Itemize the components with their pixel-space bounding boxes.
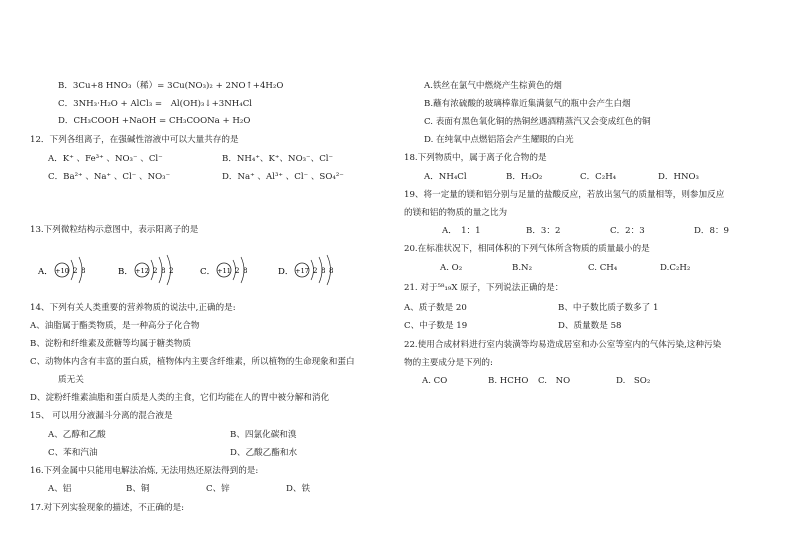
q14-option-a: A、油脂属于酯类物质，是一种高分子化合物	[30, 321, 200, 331]
q22-option-a: A. CO	[422, 376, 448, 386]
q13-stem: 13.下列微粒结构示意图中，表示阳离子的是	[30, 225, 199, 235]
q16-option-b: B、铜	[126, 484, 150, 494]
q18-option-d: D．HNO₃	[658, 172, 699, 182]
q18-option-c: C．C₂H₄	[580, 172, 617, 182]
q15-option-d: D、乙酸乙酯和水	[230, 448, 298, 458]
q14-option-b: B、淀粉和纤维素及蔗糖等均属于糖类物质	[30, 339, 192, 349]
q16-stem: 16.下列金属中只能用电解法冶炼, 无法用热还原法得到的是:	[30, 466, 259, 476]
q17-option-c: C. 表面有黑色氧化铜的热铜丝遇酒精蒸汽又会变成红色的铜	[424, 117, 651, 127]
q15-option-a: A、乙醇和乙酸	[48, 430, 106, 440]
q22-option-d: D. SO₂	[616, 376, 651, 386]
q20-option-c: C. CH₄	[588, 263, 618, 273]
q19-option-c: C．2：3	[610, 226, 645, 236]
svg-text:2: 2	[313, 267, 318, 275]
q14-option-d: D、淀粉纤维素油脂和蛋白质是人类的主食，它们均能在人的胃中被分解和消化	[30, 393, 330, 403]
atom-b-label: B．	[118, 267, 133, 277]
q22-option-c: C. NO	[538, 376, 571, 386]
q16-option-c: C、锌	[206, 484, 230, 494]
q20-option-b: B.N₂	[512, 263, 533, 273]
q20-option-a: A. O₂	[440, 263, 463, 273]
q22-stem-line1: 22.使用合成材料进行室内装潢等均易造成居室和办公室等室内的气体污染,这种污染	[404, 340, 722, 350]
q11-option-b: B．3Cu+8 HNO₃（稀）= 3Cu(NO₃)₂ + 2NO↑+4H₂O	[58, 81, 284, 91]
atom-b-nucleus-charge: +12	[135, 267, 149, 275]
svg-text:8: 8	[321, 267, 326, 275]
q21-option-a: A、质子数是 20	[404, 303, 467, 313]
q18-option-a: A．NH₄Cl	[424, 172, 467, 182]
svg-text:2: 2	[235, 267, 240, 275]
q14-stem: 14、下列有关人类重要的营养物质的说法中,正确的是:	[30, 303, 236, 313]
atom-c	[200, 256, 272, 293]
q22-stem-line2: 物的主要成分是下列的:	[404, 358, 493, 368]
atom-b	[118, 256, 198, 293]
q21-stem: 21. 对于⁵⁸₁₉X 原子，下列说法正确的是：	[404, 283, 564, 293]
q14-option-c-line1: C、动物体内含有丰富的蛋白质，植物体内主要含纤维素，所以植物的生命现象和蛋白	[30, 357, 355, 367]
svg-text:8: 8	[161, 267, 166, 275]
atom-d	[278, 256, 362, 293]
atom-a-shell-1-count: 2	[73, 267, 78, 275]
q19-option-b: B．3：2	[526, 226, 561, 236]
q22-option-b: B. HCHO	[488, 376, 529, 386]
q21-option-c: C、中子数是 19	[404, 321, 468, 331]
q12-option-b: B．NH₄⁺、K⁺、NO₃⁻、Cl⁻	[222, 154, 334, 164]
atom-a-shell-2-count: 8	[81, 267, 86, 275]
svg-text:8: 8	[243, 267, 248, 275]
q15-option-b: B、四氯化碳和溴	[230, 430, 297, 440]
q12-option-a: A．K⁺ 、Fe³⁺ 、NO₃⁻ 、Cl⁻	[48, 154, 163, 164]
q21-option-b: B、中子数比质子数多了 1	[558, 303, 659, 313]
atom-a-label: A．	[38, 267, 53, 277]
atom-c-label: C．	[200, 267, 216, 277]
q18-stem: 18.下列物质中，属于离子化合物的是	[404, 153, 547, 163]
svg-text:2: 2	[169, 267, 174, 275]
atom-c-nucleus-charge: +11	[217, 267, 231, 275]
q21-option-d: D、质量数是 58	[558, 321, 622, 331]
q14-option-c-line2: 质无关	[58, 375, 84, 385]
q12-stem: 12．下列各组离子，在强碱性溶液中可以大量共存的是	[30, 135, 239, 145]
q16-option-d: D、铁	[286, 484, 311, 494]
svg-text:8: 8	[329, 267, 334, 275]
q12-option-c: C．Ba²⁺ 、Na⁺ 、Cl⁻ 、NO₃⁻	[48, 172, 171, 182]
q16-option-a: A、铝	[48, 484, 72, 494]
q15-option-c: C、苯和汽油	[48, 448, 98, 458]
q19-stem-line1: 19、将一定量的镁和铝分别与足量的盐酸反应，若放出氢气的质量相等，则参加反应	[404, 190, 725, 200]
q17-option-a: A.铁丝在氯气中燃烧产生棕黄色的烟	[424, 81, 562, 91]
atom-a-nucleus-charge: +10	[55, 267, 69, 275]
q11-option-c: C．3NH₃·H₂O + AlCl₃ = Al(OH)₃↓+3NH₄Cl	[58, 99, 253, 109]
q17-stem: 17.对下列实验现象的描述，不正确的是:	[30, 503, 185, 513]
q20-option-d: D.C₂H₂	[660, 263, 691, 273]
atom-d-label: D．	[278, 267, 294, 277]
q18-option-b: B．H₂O₂	[506, 172, 543, 182]
q20-stem: 20.在标准状况下，相同体积的下列气体所含物质的质量最小的是	[404, 244, 650, 254]
atom-a	[38, 256, 110, 293]
q11-option-d: D．CH₃COOH +NaOH = CH₃COONa + H₂O	[58, 116, 251, 126]
svg-text:2: 2	[153, 267, 158, 275]
atom-d-nucleus-charge: +17	[295, 267, 309, 275]
q17-option-d: D. 在纯氧中点燃铝箔会产生耀眼的白光	[424, 135, 574, 145]
q19-option-a: A． 1：1	[442, 226, 481, 236]
q19-option-d: D．8：9	[694, 226, 730, 236]
q12-option-d: D．Na⁺ 、Al³⁺ 、Cl⁻ 、SO₄²⁻	[222, 172, 344, 182]
q17-option-b: B.蘸有浓硫酸的玻璃棒靠近集满氨气的瓶中会产生白烟	[424, 99, 631, 109]
q19-stem-line2: 的镁和铝的物质的量之比为	[404, 208, 508, 218]
q15-stem: 15、 可以用分液漏斗分离的混合液是	[30, 411, 173, 421]
q13-atom-diagrams	[38, 256, 368, 290]
